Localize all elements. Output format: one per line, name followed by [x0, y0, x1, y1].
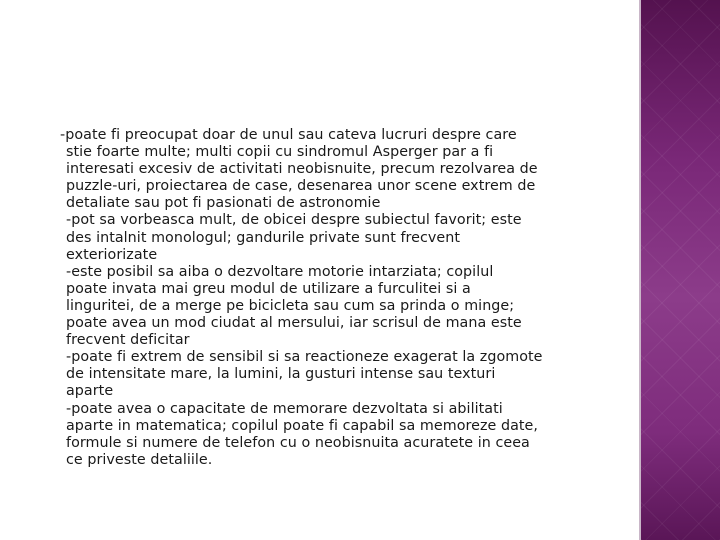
- text-line: aparte: [66, 383, 114, 400]
- text-line: -este posibil sa aiba o dezvoltare motorie intarziata; copilul: [66, 263, 494, 280]
- text-line: interesati excesiv de activitati neobisnuite, precum rezolvarea de: [66, 161, 538, 178]
- text-line: frecvent deficitar: [66, 332, 190, 349]
- text-line: -pot sa vorbeasca mult, de obicei despre subiectul favorit; este: [66, 212, 522, 229]
- diamond-pattern: [641, 0, 720, 540]
- text-line: -poate avea o capacitate de memorare dezvoltata si abilitati: [66, 400, 503, 417]
- text-line: poate avea un mod ciudat al mersului, iar scrisul de mana este: [66, 315, 522, 332]
- text-line: ce priveste detaliile.: [66, 451, 213, 468]
- text-line: de intensitate mare, la lumini, la gusturi intense sau texturi: [66, 366, 496, 383]
- text-line: detaliate sau pot fi pasionati de astronomie: [66, 195, 381, 212]
- text-line: -poate fi preocupat doar de unul sau cateva lucruri despre care: [60, 127, 517, 143]
- text-line: formule si numere de telefon cu o neobisnuita acuratete in ceea: [66, 434, 530, 451]
- text-line: linguritei, de a merge pe bicicleta sau cum sa prinda o minge;: [66, 297, 515, 314]
- text-line: puzzle-uri, proiectarea de case, desenarea unor scene extrem de: [66, 178, 536, 195]
- text-line: des intalnit monologul; gandurile private sunt frecvent: [66, 229, 461, 246]
- text-line: -poate fi extrem de sensibil si sa reactioneze exagerat la zgomote: [66, 349, 543, 366]
- text-line: stie foarte multe; multi copii cu sindromul Asperger par a fi: [66, 144, 494, 161]
- text-line: exteriorizate: [66, 246, 158, 263]
- text-line: poate invata mai greu modul de utilizare a furculitei si a: [66, 280, 471, 297]
- decorative-side-panel: [641, 0, 720, 540]
- text-line: aparte in matematica; copilul poate fi capabil sa memoreze date,: [66, 417, 538, 434]
- body-text: [60, 127, 620, 469]
